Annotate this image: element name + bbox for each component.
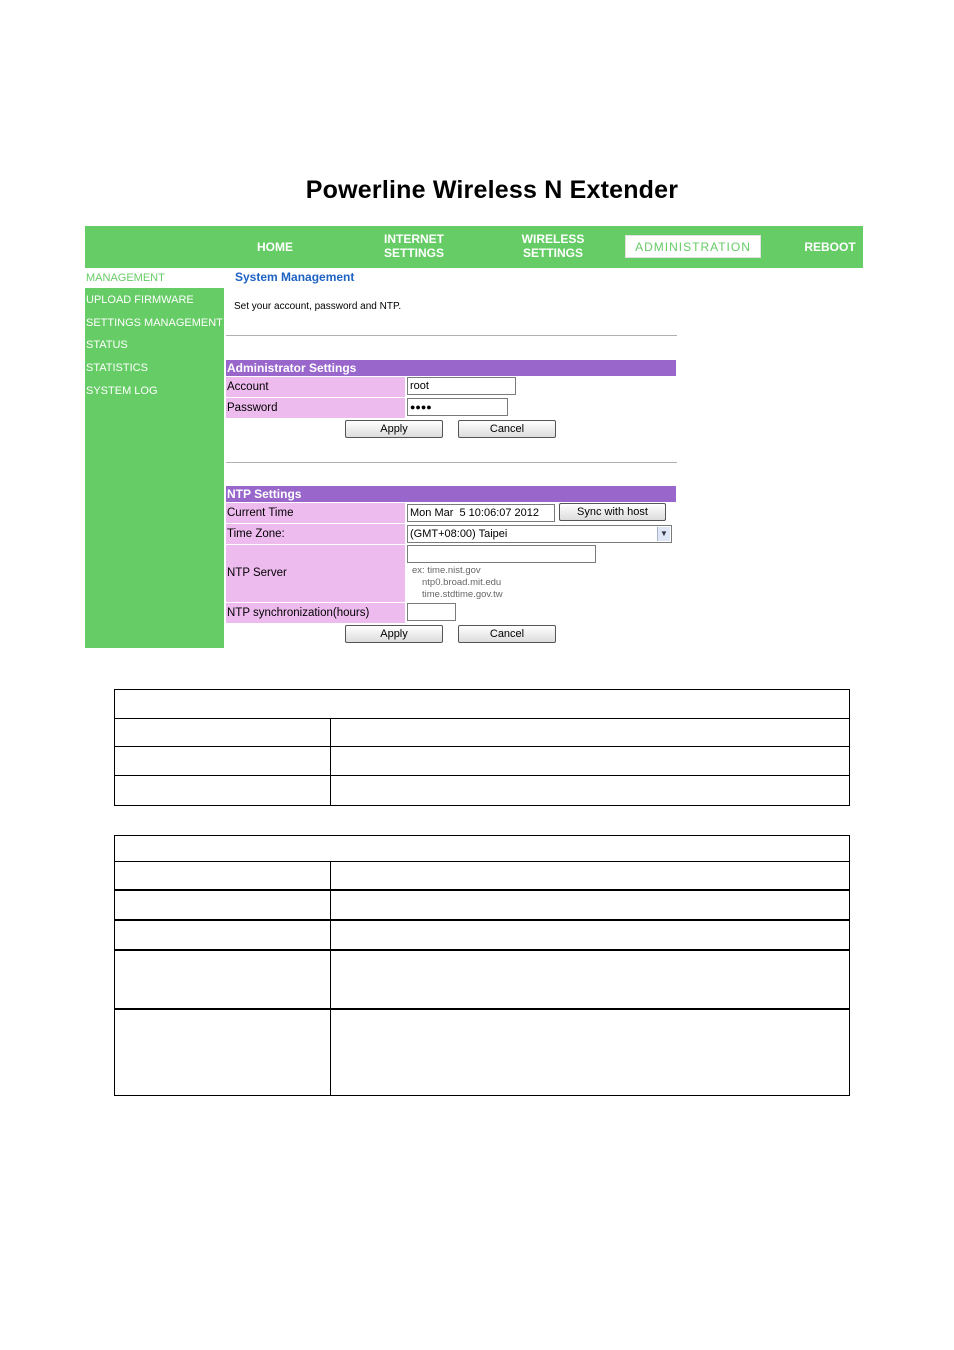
table-row — [115, 746, 849, 747]
timezone-selected-value: (GMT+08:00) Taipei — [410, 528, 508, 540]
main-panel — [226, 268, 678, 648]
ntp-server-input[interactable] — [407, 545, 596, 563]
table-row — [115, 919, 849, 921]
admin-apply-button[interactable]: Apply — [345, 420, 443, 438]
ntp-settings-header: NTP Settings — [226, 486, 676, 502]
ntp-server-hint: ex: time.nist.gov — [412, 565, 481, 576]
table-row — [115, 775, 849, 776]
column-divider — [330, 861, 331, 1095]
table-row — [115, 889, 849, 891]
sidebar-item-system-log[interactable]: SYSTEM LOG — [86, 385, 158, 397]
current-time-field: Mon Mar 5 10:06:07 2012 — [407, 504, 555, 522]
admin-settings-header: Administrator Settings — [226, 360, 676, 376]
nav-internet-settings[interactable]: INTERNET SETTINGS — [383, 232, 444, 260]
admin-cancel-button[interactable]: Cancel — [458, 420, 556, 438]
table-row — [115, 861, 849, 862]
divider — [226, 462, 677, 463]
ntp-server-hint: ntp0.broad.mit.edu — [422, 577, 502, 588]
nav-administration[interactable]: ADMINISTRATION — [625, 235, 761, 258]
sidebar-item-settings-management[interactable]: SETTINGS MANAGEMENT — [86, 317, 223, 329]
password-label: Password — [226, 398, 405, 418]
password-input[interactable]: ●●●● — [407, 398, 508, 416]
description-table-ntp — [114, 835, 850, 1096]
sync-with-host-button[interactable]: Sync with host — [559, 503, 666, 521]
page-title: Powerline Wireless N Extender — [305, 176, 679, 204]
timezone-label: Time Zone: — [226, 524, 405, 544]
chevron-down-icon[interactable]: ▼ — [657, 527, 670, 541]
table-row — [115, 1008, 849, 1010]
sidebar — [85, 268, 224, 648]
description-table-admin — [114, 689, 850, 806]
nav-reboot[interactable]: REBOOT — [804, 240, 856, 254]
sidebar-item-statistics[interactable]: STATISTICS — [86, 362, 148, 374]
account-label: Account — [226, 377, 405, 397]
ntp-cancel-button[interactable]: Cancel — [458, 625, 556, 643]
ntp-apply-button[interactable]: Apply — [345, 625, 443, 643]
ntp-server-label: NTP Server — [226, 545, 405, 602]
current-time-label: Current Time — [226, 503, 405, 523]
ntp-sync-hours-label: NTP synchronization(hours) — [226, 603, 405, 623]
table-row — [115, 949, 849, 951]
section-description: Set your account, password and NTP. — [234, 301, 402, 312]
ntp-sync-hours-input[interactable] — [407, 603, 456, 621]
sidebar-item-management[interactable]: MANAGEMENT — [85, 268, 224, 288]
account-input[interactable]: root — [407, 377, 516, 395]
nav-home[interactable]: HOME — [257, 240, 293, 254]
table-row — [115, 718, 849, 719]
sidebar-item-status[interactable]: STATUS — [86, 339, 128, 351]
divider — [226, 335, 677, 336]
nav-wireless-settings[interactable]: WIRELESS SETTINGS — [521, 232, 585, 260]
section-title: System Management — [235, 270, 355, 284]
column-divider — [330, 718, 331, 805]
timezone-select[interactable] — [407, 525, 672, 543]
top-navigation — [85, 226, 863, 268]
ntp-server-hint: time.stdtime.gov.tw — [422, 589, 503, 600]
sidebar-item-upload-firmware[interactable]: UPLOAD FIRMWARE — [86, 294, 194, 306]
